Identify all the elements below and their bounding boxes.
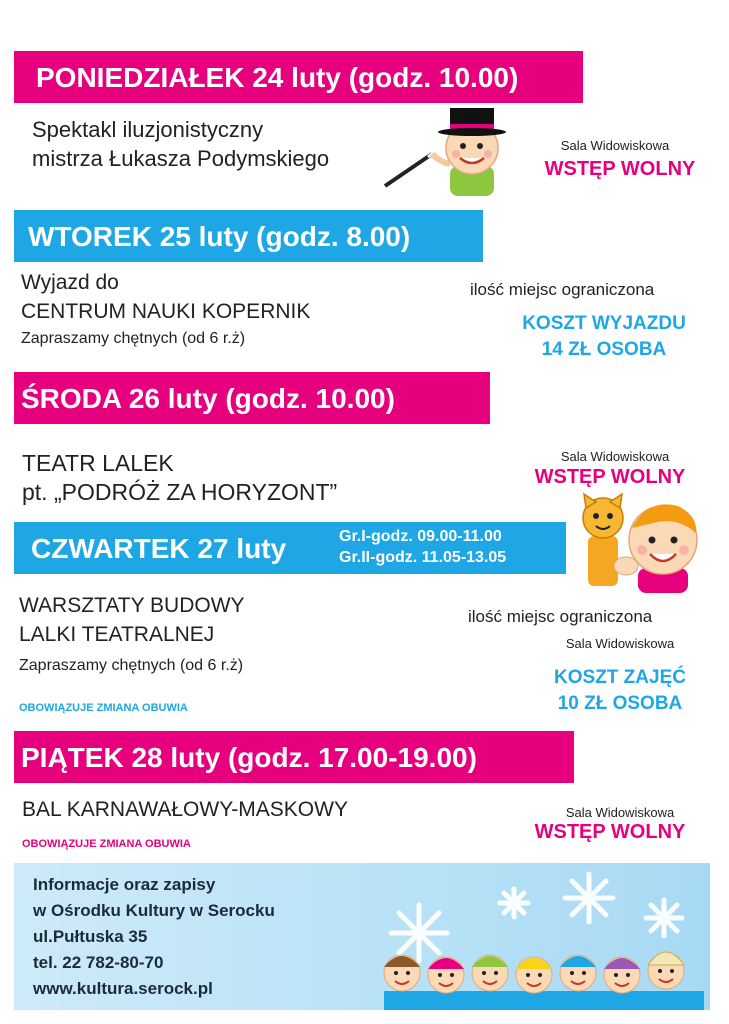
tuesday-line3: Zapraszamy chętnych (od 6 r.ż) bbox=[21, 330, 246, 347]
thursday-shoes: OBOWIĄZUJE ZMIANA OBUWIA bbox=[19, 702, 188, 714]
tuesday-banner bbox=[14, 210, 483, 262]
tuesday-cost2: 14 ZŁ OSOBA bbox=[541, 339, 667, 360]
monday-header: PONIEDZIAŁEK 24 luty (godz. 10.00) bbox=[36, 62, 519, 93]
tuesday-limit: ilość miejsc ograniczona bbox=[470, 280, 655, 299]
friday-venue: Sala Widowiskowa bbox=[565, 805, 675, 820]
puppet-boy-icon bbox=[568, 488, 708, 593]
tuesday-line2: CENTRUM NAUKI KOPERNIK bbox=[21, 300, 311, 323]
magician-boy-icon bbox=[380, 104, 520, 199]
thursday-header: CZWARTEK 27 luty bbox=[31, 533, 287, 564]
friday-entry: WSTĘP WOLNY bbox=[534, 821, 686, 843]
friday-line1: BAL KARNAWAŁOWY-MASKOWY bbox=[22, 798, 348, 821]
snowflake-icon bbox=[364, 863, 710, 1010]
friday-header: PIĄTEK 28 luty (godz. 17.00-19.00) bbox=[21, 742, 477, 773]
thursday-line2: LALKI TEATRALNEJ bbox=[19, 623, 215, 646]
wednesday-line2: pt. „PODRÓŻ ZA HORYZONT” bbox=[22, 479, 338, 505]
thursday-venue: Sala Widowiskowa bbox=[565, 636, 675, 651]
monday-line1: Spektakl iluzjonistyczny bbox=[32, 117, 264, 142]
thursday-cost2: 10 ZŁ OSOBA bbox=[557, 693, 683, 714]
info-line3: ul.Pułtuska 35 bbox=[33, 927, 148, 946]
info-box bbox=[14, 863, 710, 1010]
monday-entry: WSTĘP WOLNY bbox=[544, 158, 696, 180]
monday-banner bbox=[14, 51, 583, 103]
friday-shoes: OBOWIĄZUJE ZMIANA OBUWIA bbox=[22, 838, 191, 850]
info-line2: w Ośrodku Kultury w Serocku bbox=[33, 901, 275, 920]
info-line1: Informacje oraz zapisy bbox=[33, 875, 216, 894]
thursday-group2: Gr.II-godz. 11.05-13.05 bbox=[339, 549, 507, 566]
thursday-cost1: KOSZT ZAJĘĆ bbox=[554, 667, 686, 688]
wednesday-entry: WSTĘP WOLNY bbox=[534, 466, 686, 488]
wednesday-venue: Sala Widowiskowa bbox=[560, 449, 670, 464]
wednesday-line1: TEATR LALEK bbox=[22, 450, 174, 476]
thursday-line3: Zapraszamy chętnych (od 6 r.ż) bbox=[19, 657, 244, 674]
wednesday-header: ŚRODA 26 luty (godz. 10.00) bbox=[21, 383, 395, 414]
thursday-banner bbox=[14, 522, 566, 574]
info-line5[interactable]: www.kultura.serock.pl bbox=[33, 979, 213, 998]
kids-row-icon bbox=[384, 952, 704, 1010]
tuesday-header: WTOREK 25 luty (godz. 8.00) bbox=[28, 221, 411, 252]
thursday-line1: WARSZTATY BUDOWY bbox=[19, 594, 245, 617]
friday-banner bbox=[14, 731, 574, 783]
wednesday-banner bbox=[14, 372, 490, 424]
monday-line2: mistrza Łukasza Podymskiego bbox=[32, 146, 330, 171]
thursday-group1: Gr.I-godz. 09.00-11.00 bbox=[339, 528, 502, 545]
monday-venue: Sala Widowiskowa bbox=[560, 138, 670, 153]
info-line4: tel. 22 782-80-70 bbox=[33, 953, 164, 972]
tuesday-cost1: KOSZT WYJAZDU bbox=[522, 313, 686, 334]
thursday-limit: ilość miejsc ograniczona bbox=[468, 607, 653, 626]
tuesday-line1: Wyjazd do bbox=[21, 271, 119, 294]
